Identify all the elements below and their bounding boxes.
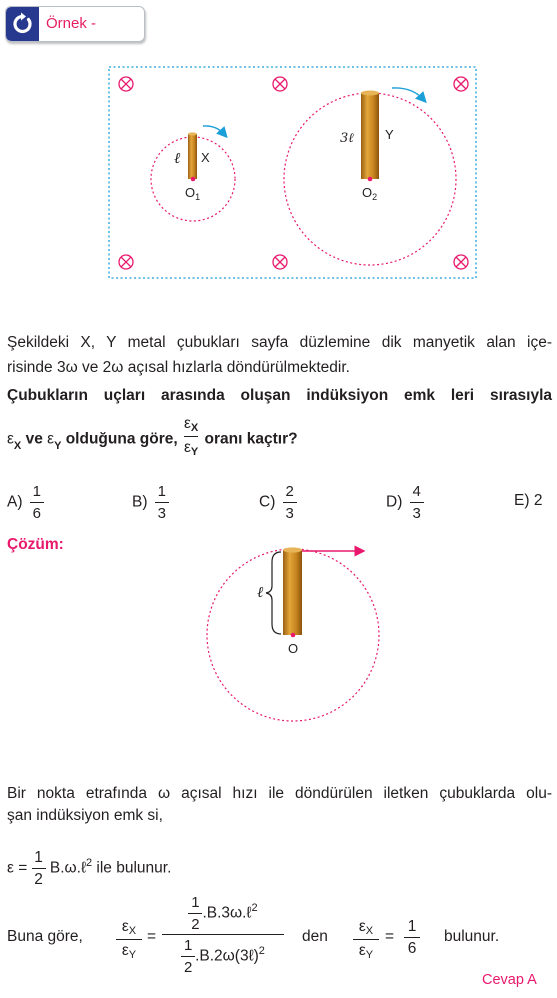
ratio-equals-2: = [385, 928, 395, 945]
pivot-o1 [191, 177, 196, 182]
solution-pivot [291, 633, 296, 638]
figure-rotating-rods [0, 0, 557, 300]
emf-formula: ε = $\frac{1}{2}$ B.ω.ℓ$^2$ ile bulunur. [7, 849, 172, 888]
question-ratio-line: $\varepsilon_X$ ve $\varepsilon_Y$ olduğuna göre, $\frac{\varepsilon X}{\varepsilon Y}$ oranı kaçtır? [7, 415, 298, 458]
choice-a[interactable]: A) $\frac{1}{6}$ [7, 482, 44, 523]
question-line-2: risinde 3ω ve 2ω açısal hızlarla döndürülmektedir. [7, 359, 350, 376]
solution-figure [0, 540, 557, 740]
pivot-o2-label: $O_2$ [362, 185, 378, 202]
length-brace [266, 552, 281, 634]
rod-x-length-label: ℓ [174, 149, 181, 167]
question-fraction: $\frac{\varepsilon X}{\varepsilon Y}$ [183, 415, 199, 458]
rod-x [188, 134, 197, 179]
solution-text-2: şan indüksiyon emk si, [7, 807, 163, 824]
solution-text-1: Bir nokta etrafında ω açısal hızı ile döndürülen iletken çubuklarda olu- [7, 785, 552, 802]
choice-d[interactable]: D) $\frac{4}{3}$ [386, 482, 424, 523]
answer-label: Cevap A [482, 972, 537, 988]
rod-y-name: Y [385, 127, 394, 142]
field-region-border [109, 67, 476, 278]
into-page-cross-icon [119, 77, 468, 269]
choice-e[interactable]: E) 2 [514, 492, 543, 509]
rotation-arrow-x [203, 126, 224, 134]
ratio-lhs-2: εX εY [353, 917, 379, 962]
pivot-o2 [368, 177, 373, 182]
ratio-equals: = [147, 928, 157, 945]
choice-c[interactable]: C) $\frac{2}{3}$ [259, 482, 297, 523]
solution-length-label: ℓ [257, 583, 264, 601]
rotation-arrow-y [392, 88, 423, 99]
choice-b[interactable]: B) $\frac{1}{3}$ [132, 482, 169, 523]
solution-title: Çözüm: [7, 536, 64, 553]
solution-pivot-label: O [288, 641, 299, 656]
rod-y [361, 93, 379, 179]
ratio-intro: Buna göre, [7, 928, 83, 945]
header-label: Örnek - [46, 15, 97, 32]
rod-x-name: X [201, 150, 210, 165]
question-bold-line: Çubukların uçları arasında oluşan indüksiyon emk leri sırasıyla [7, 387, 552, 404]
rod-y-length-label: 3ℓ [340, 131, 354, 146]
pivot-o1-label: $O_1$ [185, 185, 201, 202]
solution-rod [283, 550, 302, 635]
ratio-result: 1 6 [404, 917, 420, 958]
ratio-lhs: εX εY [116, 917, 142, 962]
ratio-den-word: den [302, 928, 328, 945]
ratio-tail: bulunur. [444, 928, 500, 945]
ratio-expression: $\frac{1}{2}$ .B.3ω.ℓ$^2$ $\frac{1}{2}$ .B.2ω(3ℓ)$^2$ [162, 893, 284, 977]
question-line-1: Şekildeki X, Y metal çubukları sayfa düzlemine dik manyetik alan içe- [7, 334, 552, 351]
